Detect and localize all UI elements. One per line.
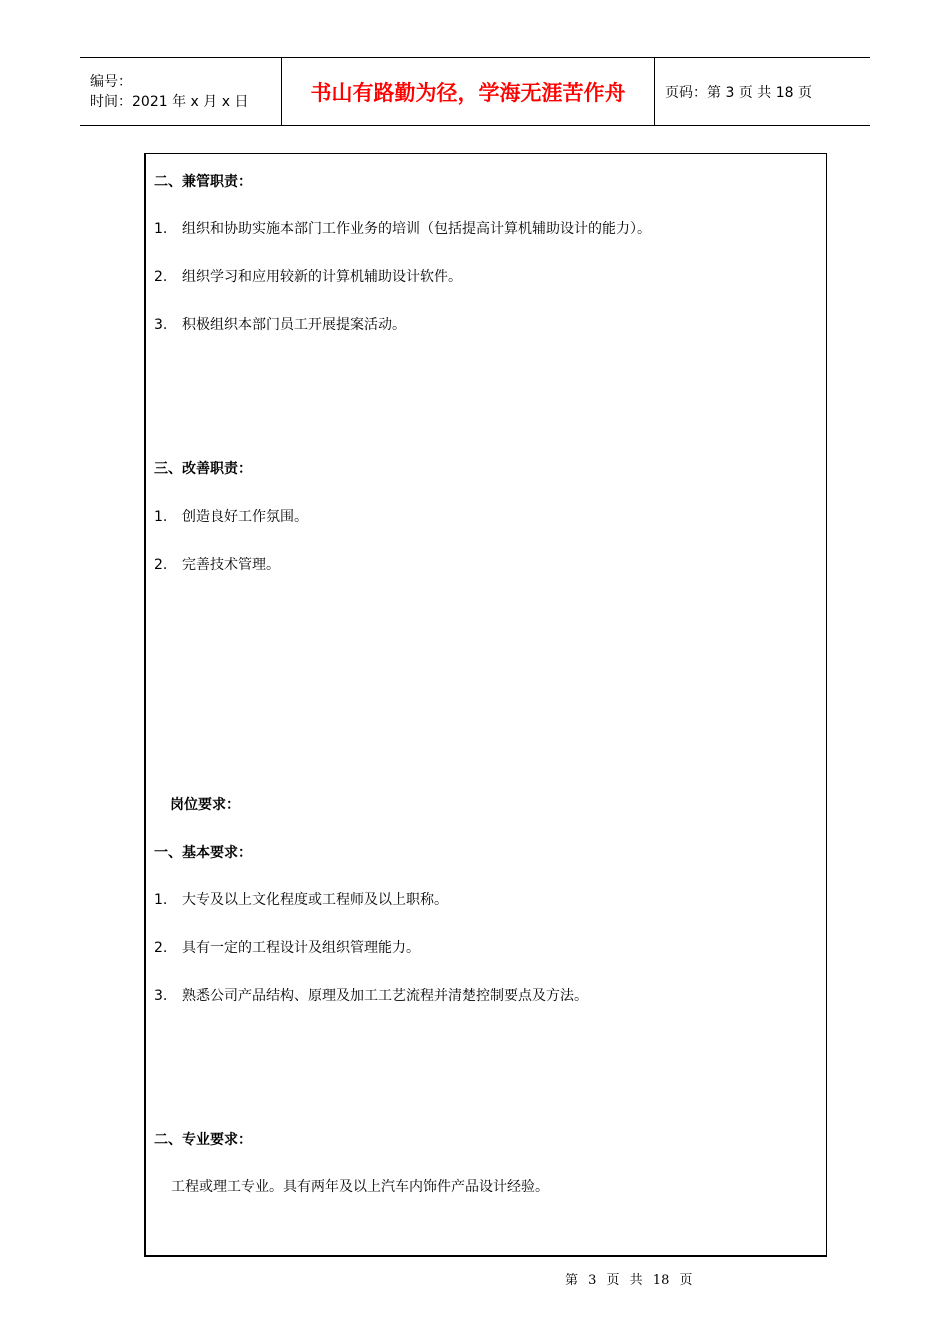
item-text: 组织和协助实施本部门工作业务的培训（包括提高计算机辅助设计的能力）。	[182, 221, 651, 237]
page-info-text: 页码：第 3 页 共 18 页	[665, 84, 812, 101]
list-item	[154, 937, 420, 957]
section-title-professional: 二、专业要求：	[154, 1132, 252, 1148]
item-number: 2.	[154, 557, 168, 573]
professional-text: 工程或理工专业。具有两年及以上汽车内饰件产品设计经验。	[171, 1179, 549, 1195]
item-number: 1.	[154, 221, 168, 237]
item-text: 大专及以上文化程度或工程师及以上职称。	[182, 892, 448, 908]
section-title-concurrent: 二、兼管职责：	[154, 174, 252, 190]
list-item	[154, 266, 462, 286]
number-label: 编号：	[90, 73, 132, 90]
list-item	[154, 218, 651, 238]
item-text: 组织学习和应用较新的计算机辅助设计软件。	[182, 269, 462, 285]
item-number: 2.	[154, 269, 168, 285]
item-text: 完善技术管理。	[182, 557, 280, 573]
item-text: 具有一定的工程设计及组织管理能力。	[182, 940, 420, 956]
list-item	[154, 554, 280, 574]
item-number: 3.	[154, 988, 168, 1004]
list-item	[154, 314, 406, 334]
motto-text: 书山有路勤为径，学海无涯苦作舟	[310, 80, 626, 105]
list-item	[154, 985, 588, 1005]
header-page-info	[655, 58, 870, 125]
list-item	[154, 506, 308, 526]
header-motto	[281, 58, 655, 125]
item-text: 积极组织本部门员工开展提案活动。	[182, 317, 406, 333]
item-text: 创造良好工作氛围。	[182, 509, 308, 525]
page-footer: 第 3 页 共 18 页	[565, 1273, 693, 1288]
item-number: 1.	[154, 509, 168, 525]
item-number: 1.	[154, 892, 168, 908]
item-text: 熟悉公司产品结构、原理及加工工艺流程并清楚控制要点及方法。	[182, 988, 588, 1004]
header-meta	[80, 58, 281, 125]
date-label: 时间：2021 年 x 月 x 日	[90, 93, 249, 110]
section-title-basic: 一、基本要求：	[154, 845, 252, 861]
page-header	[80, 57, 870, 126]
item-number: 2.	[154, 940, 168, 956]
requirements-title: 岗位要求：	[170, 797, 240, 813]
list-item	[154, 889, 448, 909]
item-number: 3.	[154, 317, 168, 333]
section-title-improvement: 三、改善职责：	[154, 461, 252, 477]
